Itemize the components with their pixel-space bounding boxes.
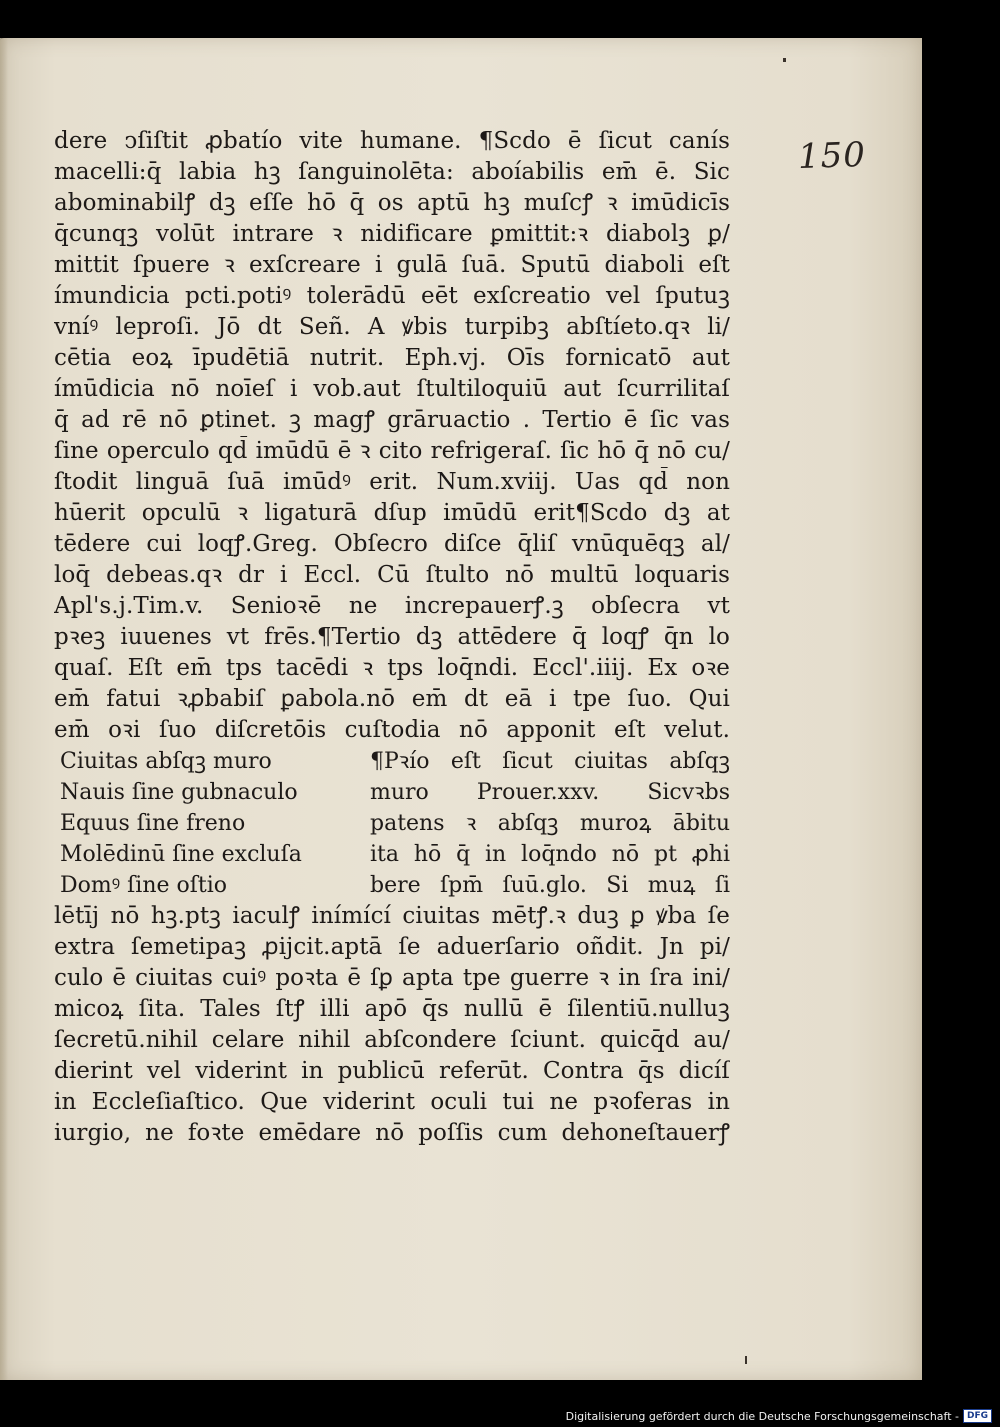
text-line: extra ſemetipaꝫ ꝓijcit.aptā ſe aduerſario oñdit. Jn pi/ <box>54 934 730 960</box>
list-item: Nauis ſine gubnaculo <box>60 780 298 805</box>
text-line: loq̄ debeas.qꝛ dr i Eccl. Cū ſtulto nō multū loquaris <box>54 562 730 588</box>
text-line: ita hō q̄ in loq̄ndo nō pt ꝓhi <box>370 842 730 867</box>
text-line: dere ↄſiſtit ꝓbatío vite humane. ¶Scdo ē ſicut canís <box>54 128 730 154</box>
list-item: Equus ſine freno <box>60 811 246 836</box>
text-line: em̄ fatui ꝛꝓbabiſ ꝑabola.nō em̄ dt eā i tpe ſuo. Qui <box>54 686 730 712</box>
text-line: pꝛeꝫ iuuenes vt frēs.¶Tertio dꝫ attēdere q̄ loqꝭ q̄n lo <box>54 624 730 650</box>
ink-speck <box>783 58 786 62</box>
text-line: ſecretū.nihil celare nihil abſcondere ſciunt. quicq̄d au/ <box>54 1027 730 1053</box>
text-line: em̄ oꝛi ſuo diſcretōis cuſtodia nō apponit eſt velut. <box>54 717 730 743</box>
text-line: patens ꝛ abſqꝫ muroꝝ ābitu <box>370 811 730 836</box>
text-line: tēdere cui loqꝭ.Greg. Obſecro diſce q̄liſ vnūquēqꝫ al/ <box>54 531 730 557</box>
folio-number: 150 <box>797 134 867 178</box>
digitization-credit <box>566 1409 992 1423</box>
text-line: ſine operculo qd̄ imūdū ē ꝛ cito refrigeraſ. ſic hō q̄ nō cu/ <box>54 438 730 464</box>
ink-speck <box>745 1356 747 1364</box>
text-line: lētīj nō hꝫ.ptꝫ iaculꝭ inímící ciuitas mētꝭ.ꝛ duꝫ ꝑ ꝟba ſe <box>54 903 730 929</box>
text-line: hūerit opculū ꝛ ligaturā dſup imūdū erit¶Scdo dꝫ at <box>54 500 730 526</box>
text-line: ímundicia pcti.potiꝰ tolerādū eēt exſcreatio vel ſputuꝫ <box>54 283 730 309</box>
text-line: cētia eoꝝ īpudētiā nutrit. Eph.vj. Oīs fornicatō aut <box>54 345 730 371</box>
text-line: iurgio, ne foꝛte emēdare nō poſſis cum dehoneſtauerꝭ <box>54 1120 730 1146</box>
text-line: ímūdicia nō noīeſ i vob.aut ſtultiloquiū aut ſcurrilitaſ <box>54 376 730 402</box>
text-line: Apl's.j.Tim.v. Senioꝛē ne increpauerꝭ.ꝫ obſecra vt <box>54 593 730 619</box>
credit-text: Digitalisierung gefördert durch die Deutsche Forschungsgemeinschaft - <box>565 1409 959 1423</box>
list-item: Domꝰ ſine oſtio <box>60 873 228 898</box>
text-line: dierint vel viderint in publicū referūt. Contra q̄s dicíſ <box>54 1058 730 1084</box>
text-line: vníꝰ leproſi. Jō dt Señ. A ꝟbis turpibꝫ abſtíeto.qꝛ li/ <box>54 314 730 340</box>
text-line: q̄cunqꝫ volūt intrare ꝛ nidificare ꝑmittit:ꝛ diabolꝫ ꝑ/ <box>54 221 730 247</box>
text-line: micoꝝ ſita. Tales ſtꝭ illi apō q̄s nullū ē ſilentiū.nulluꝫ <box>54 996 730 1022</box>
text-line: macelli:q̄ labia hꝫ ſanguinolēta: aboíabilis em̄ ē. Sic <box>54 159 730 185</box>
text-line: abominabilꝭ dꝫ eſſe hō q̄ os aptū hꝫ muſcꝭ ꝛ imūdicīs <box>54 190 730 216</box>
text-line: ſtodit linguā ſuā imūdꝰ erit. Num.xviij. Uas qd̄ non <box>54 469 730 495</box>
text-line: culo ē ciuitas cuiꝰ poꝛta ē ſꝑ apta tpe guerre ꝛ in ſra ini/ <box>54 965 730 991</box>
text-line: mittit ſpuere ꝛ exſcreare i gulā ſuā. Sputū diaboli eſt <box>54 252 730 278</box>
text-line: muro Prouer.xxv. Sicvꝛbs <box>370 780 730 805</box>
list-item: Ciuitas abſqꝫ muro <box>60 749 272 774</box>
text-line: q̄ ad rē nō ꝑtinet. ꝫ magꝭ grāruactio . Tertio ē ſic vas <box>54 407 730 433</box>
book-page <box>0 38 922 1380</box>
text-line: in Eccleſiaſtico. Que viderint oculi tui ne pꝛoferas in <box>54 1089 730 1115</box>
list-item: Molēdinū ſine excluſa <box>60 842 302 867</box>
text-line: ¶Pꝛío eſt ſicut ciuitas abſqꝫ <box>370 749 730 774</box>
text-line: quaſ. Eſt em̄ tps tacēdi ꝛ tps loq̄ndi. Eccl'.iiij. Ex oꝛe <box>54 655 730 681</box>
dfg-logo: DFG <box>963 1409 992 1423</box>
text-line: bere ſpm̄ ſuū.glo. Si muꝝ ſi <box>370 873 730 898</box>
